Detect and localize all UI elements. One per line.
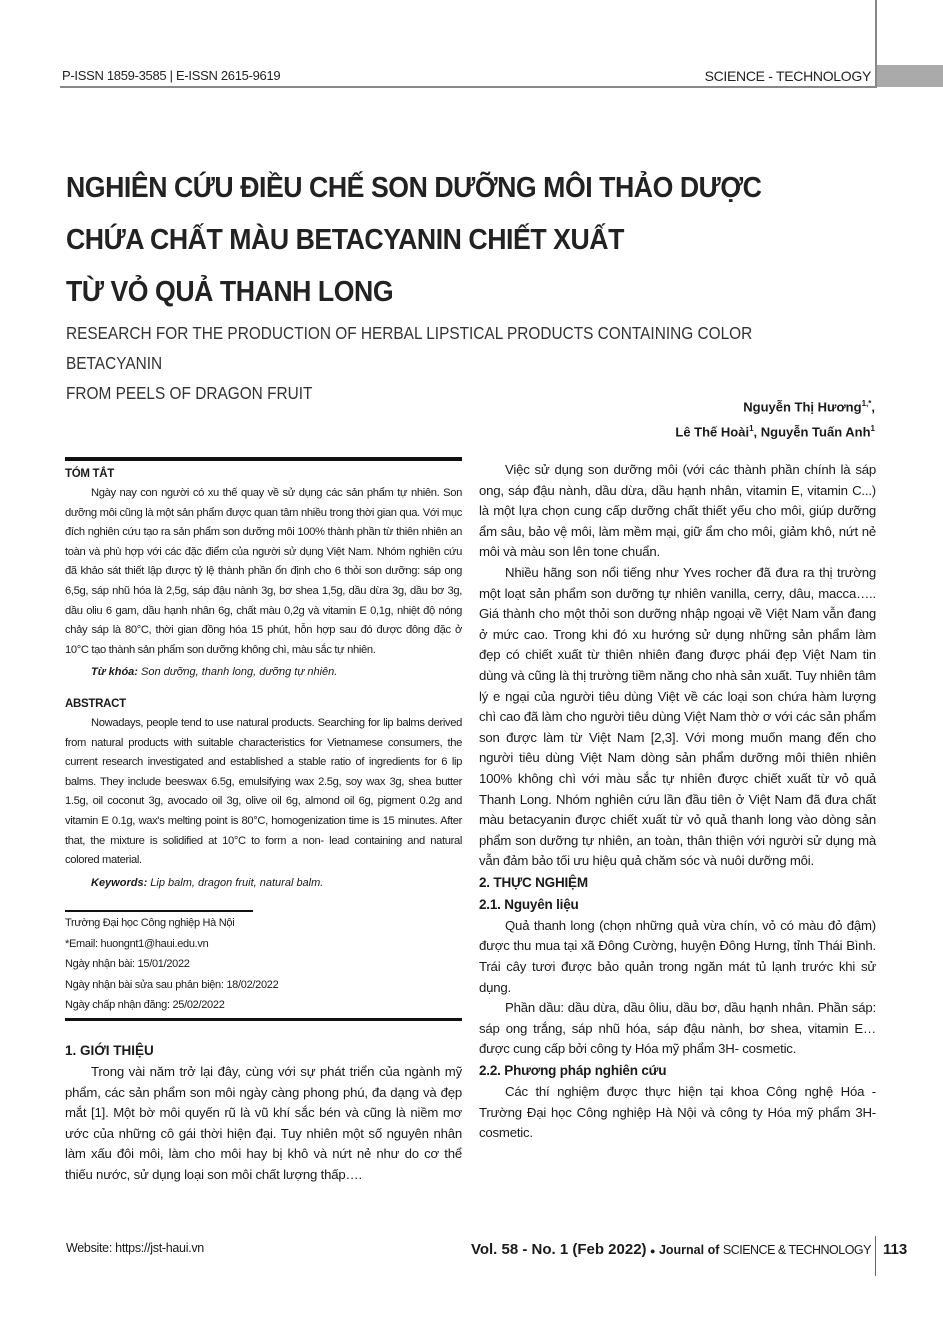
revised-date: Ngày nhận bài sửa sau phản biện: 18/02/2022 bbox=[65, 978, 279, 991]
author-name: Nguyễn Thị Hương bbox=[743, 399, 862, 415]
abstract-top-rule bbox=[65, 457, 462, 461]
author-sep: , bbox=[753, 424, 761, 440]
section-heading: 1. GIỚI THIỆU bbox=[65, 1043, 154, 1058]
title-line: NGHIÊN CỨU ĐIỀU CHẾ SON DƯỠNG MÔI THẢO DƯỢC bbox=[66, 172, 762, 204]
paragraph: Việc sử dụng son dưỡng môi (với các thành phần chính là sáp ong, sáp đậu nành, dầu dừa, dầu hạnh nhân, vitamin E, vitamin C...) là một lựa chọn cung cấp dưỡng chất thiết yếu cho môi, giúp dưỡng ẩm sâu, bảo vệ môi, làm mềm mại, giữ ẩm cho môi, giảm khô, nứt nẻ môi và màu son lên tone chuẩn. bbox=[479, 462, 876, 560]
author-sep: , bbox=[871, 399, 875, 415]
subsection-heading: 2.1. Nguyên liệu bbox=[479, 896, 579, 912]
summary-text: Ngày nay con người có xu thế quay về sử dụng các sản phẩm tự nhiên. Son dưỡng môi cũng là một sản phẩm được quan tâm nhiều trong thời gian qua. Với mục đích nghiên cứu tạo ra sản phẩm son dưỡng môi 100% thành phần từ thiên nhiên an toàn và phù hợp với các đặc điểm của người sử dụng Việt Nam. Nhóm nghiên cứu đã khảo sát thiết lập được tỷ lệ thành phần ổn định cho 6 thỏi son dưỡng: sáp ong 6,5g, sáp nhũ hóa là 2,5g, sáp đậu nành 3g, bơ shea 1,5g, dầu dừa 3g, dầu bơ 3g, dầu oliu 6 gam, dầu hạnh nhân 6g, chất màu 0,2g và vitamin E 0,1g, nhiệt độ nóng chảy sáp là 80°C, thời gian đồng hóa 15 phút, hỗn hợp sau đó được đông đặc ở 10°C tạo thành sản phẩm son dưỡng không chì, màu sắc tự nhiên. bbox=[65, 487, 462, 656]
received-date: Ngày nhận bài: 15/01/2022 bbox=[65, 958, 190, 970]
author-affil: 1 bbox=[870, 424, 875, 434]
paragraph: Trong vài năm trở lại đây, cùng với sự phát triển của ngành mỹ phẩm, các sản phẩm son môi ngày càng phong phú, đa dạng và đẹp mắt [1]. Một bờ môi quyến rũ là vũ khí sắc bén và cũng là niềm mơ ước của những cô gái thời hiện đại. Tuy nhiên một số nguyên nhân làm xấu đôi môi, làm cho môi hay bị khô và nứt nẻ như do cơ thể thiếu nước, sử dụng loại son môi chất lượng thấp…. bbox=[65, 1064, 462, 1182]
header-gray-tab bbox=[877, 65, 943, 87]
author-affil: 1 bbox=[749, 424, 754, 434]
keywords-text: Lip balm, dragon fruit, natural balm. bbox=[147, 876, 324, 889]
section-label: SCIENCE - TECHNOLOGY bbox=[704, 68, 871, 84]
notes-bottom-rule bbox=[65, 1018, 462, 1021]
issn: P-ISSN 1859-3585 | E-ISSN 2615-9619 bbox=[62, 68, 281, 83]
section-heading: 2. THỰC NGHIỆM bbox=[479, 874, 588, 890]
volume-issue: Vol. 58 - No. 1 (Feb 2022) bbox=[470, 1241, 647, 1258]
authors bbox=[675, 393, 875, 444]
page-number: 113 bbox=[883, 1241, 908, 1258]
paragraph: Phần dầu: dầu dừa, dầu ôliu, dầu bơ, dầu hạnh nhân. Phần sáp: sáp ong trắng, sáp nhũ hóa, sáp đậu nành, bơ shea, vitamin E… được cung cấp bởi công ty Hóa mỹ phẩm 3H- cosmetic. bbox=[479, 1000, 876, 1057]
bullet-icon: ● bbox=[650, 1246, 656, 1256]
affiliation: Trường Đại học Công nghiệp Hà Nội bbox=[65, 917, 235, 929]
keywords-label: Keywords: bbox=[91, 876, 148, 889]
footer-website: Website: https://jst-haui.vn bbox=[66, 1241, 204, 1255]
subsection-heading: 2.2. Phương pháp nghiên cứu bbox=[479, 1063, 667, 1079]
keywords-text: Son dưỡng, thanh long, dưỡng tự nhiên. bbox=[137, 666, 338, 679]
paragraph: Quả thanh long (chọn những quả vừa chín, vỏ có màu đỏ đậm) được thu mua tại xã Đông Cường, huyện Đông Hưng, tỉnh Thái Bình. Trái cây tươi được bảo quản trong ngăn mát tủ lạnh trước khi sử dụng. bbox=[479, 917, 876, 995]
paragraph: Nhiều hãng son nổi tiếng như Yves rocher đã đưa ra thị trường một loạt sản phẩm son dưỡng tự nhiên vanilla, cerry, dâu, macca….. Giá thành cho một thỏi son dưỡng nhập ngoại về Việt Nam vẫn đang ở mức cao. Trong khi đó xu hướng sử dụng những sản phẩm làm đẹp có chiết xuất từ thiên nhiên đang được phái đẹp Việt Nam tin dùng và cũng là thị trường tiềm năng cho nhà sản xuất. Tuy nhiên tâm lý e ngại của người tiêu dùng Việt về các loại son chứa hàm lượng chì cao đã làm cho người tiêu dùng Việt Nam thờ ơ với các sản phẩm son được làm từ Việt Nam [2,3]. Với mong muốn mang đến cho người tiêu dùng Việt Nam dòng sản phẩm dưỡng môi thiên nhiên 100% không chì với màu sắc tự nhiên được chiết xuất từ vỏ quả Thanh Long. Nhóm nghiên cứu lần đầu tiên ở Việt Nam đã đưa chất màu betacyanin được chiết xuất từ vỏ quả thanh long vào dòng sản phẩm son dưỡng tự nhiên, an toàn, thân thiện với người sử dụng mà vẫn đảm bảo tối ưu hiệu quả chăm sóc và nuôi dưỡng môi. bbox=[479, 564, 876, 869]
abstract-heading: ABSTRACT bbox=[65, 698, 126, 710]
title-vi bbox=[66, 162, 802, 318]
title-line: TỪ VỎ QUẢ THANH LONG bbox=[66, 276, 394, 308]
journal-prefix: Journal of bbox=[658, 1243, 720, 1257]
footnote-rule bbox=[65, 910, 253, 912]
keywords-label: Từ khóa: bbox=[91, 666, 138, 679]
paragraph: Các thí nghiệm được thực hiện tại khoa Công nghệ Hóa - Trường Đại học Công nghiệp Hà Nội và công ty Hóa mỹ phẩm 3H-cosmetic. bbox=[479, 1084, 876, 1141]
footer-journal bbox=[471, 1241, 871, 1258]
email: *Email: huongnt1@haui.edu.vn bbox=[65, 937, 209, 950]
author-affil: 1,* bbox=[861, 399, 872, 408]
keywords-vi bbox=[65, 666, 462, 678]
right-column bbox=[479, 460, 876, 1144]
author-name: Nguyễn Tuấn Anh bbox=[760, 424, 871, 440]
title-line: CHỨA CHẤT MÀU BETACYANIN CHIẾT XUẤT bbox=[66, 224, 624, 256]
header-rule bbox=[60, 86, 877, 88]
article-notes bbox=[65, 913, 462, 1016]
abstract-en bbox=[65, 698, 462, 889]
keywords-en bbox=[65, 877, 462, 889]
accepted-date: Ngày chấp nhận đăng: 25/02/2022 bbox=[65, 999, 225, 1011]
title-en-line: RESEARCH FOR THE PRODUCTION OF HERBAL LIPSTICAL PRODUCTS CONTAINING COLOR BETACYANIN bbox=[66, 323, 753, 373]
summary-vi bbox=[65, 468, 462, 678]
summary-heading: TÓM TẮT bbox=[65, 468, 114, 480]
intro-section bbox=[65, 1040, 462, 1186]
footer-divider bbox=[875, 1236, 876, 1276]
abstract-text: Nowadays, people tend to use natural products. Searching for lip balms derived from natural products with suitable characteristics for Vietnamese consumers, the current research investigated and established a stable ratio of ingredients for 6 lip balms. They include beeswax 6.5g, emulsifying wax 2.5g, soy wax 3g, shea butter 1.5g, oil coconut 3g, avocado oil 3g, olive oil 6g, almond oil 6g, pigment 0.2g and vitamin E 0.1g, wax's melting point is 80°C, homogenization time is 15 minutes. After that, the mixture is solidified at 10°C to form a non- lead containing and natural colored material. bbox=[65, 717, 462, 867]
journal-name: SCIENCE & TECHNOLOGY bbox=[722, 1243, 871, 1257]
author-name: Lê Thế Hoài bbox=[675, 424, 750, 440]
title-en-line: FROM PEELS OF DRAGON FRUIT bbox=[66, 383, 313, 403]
